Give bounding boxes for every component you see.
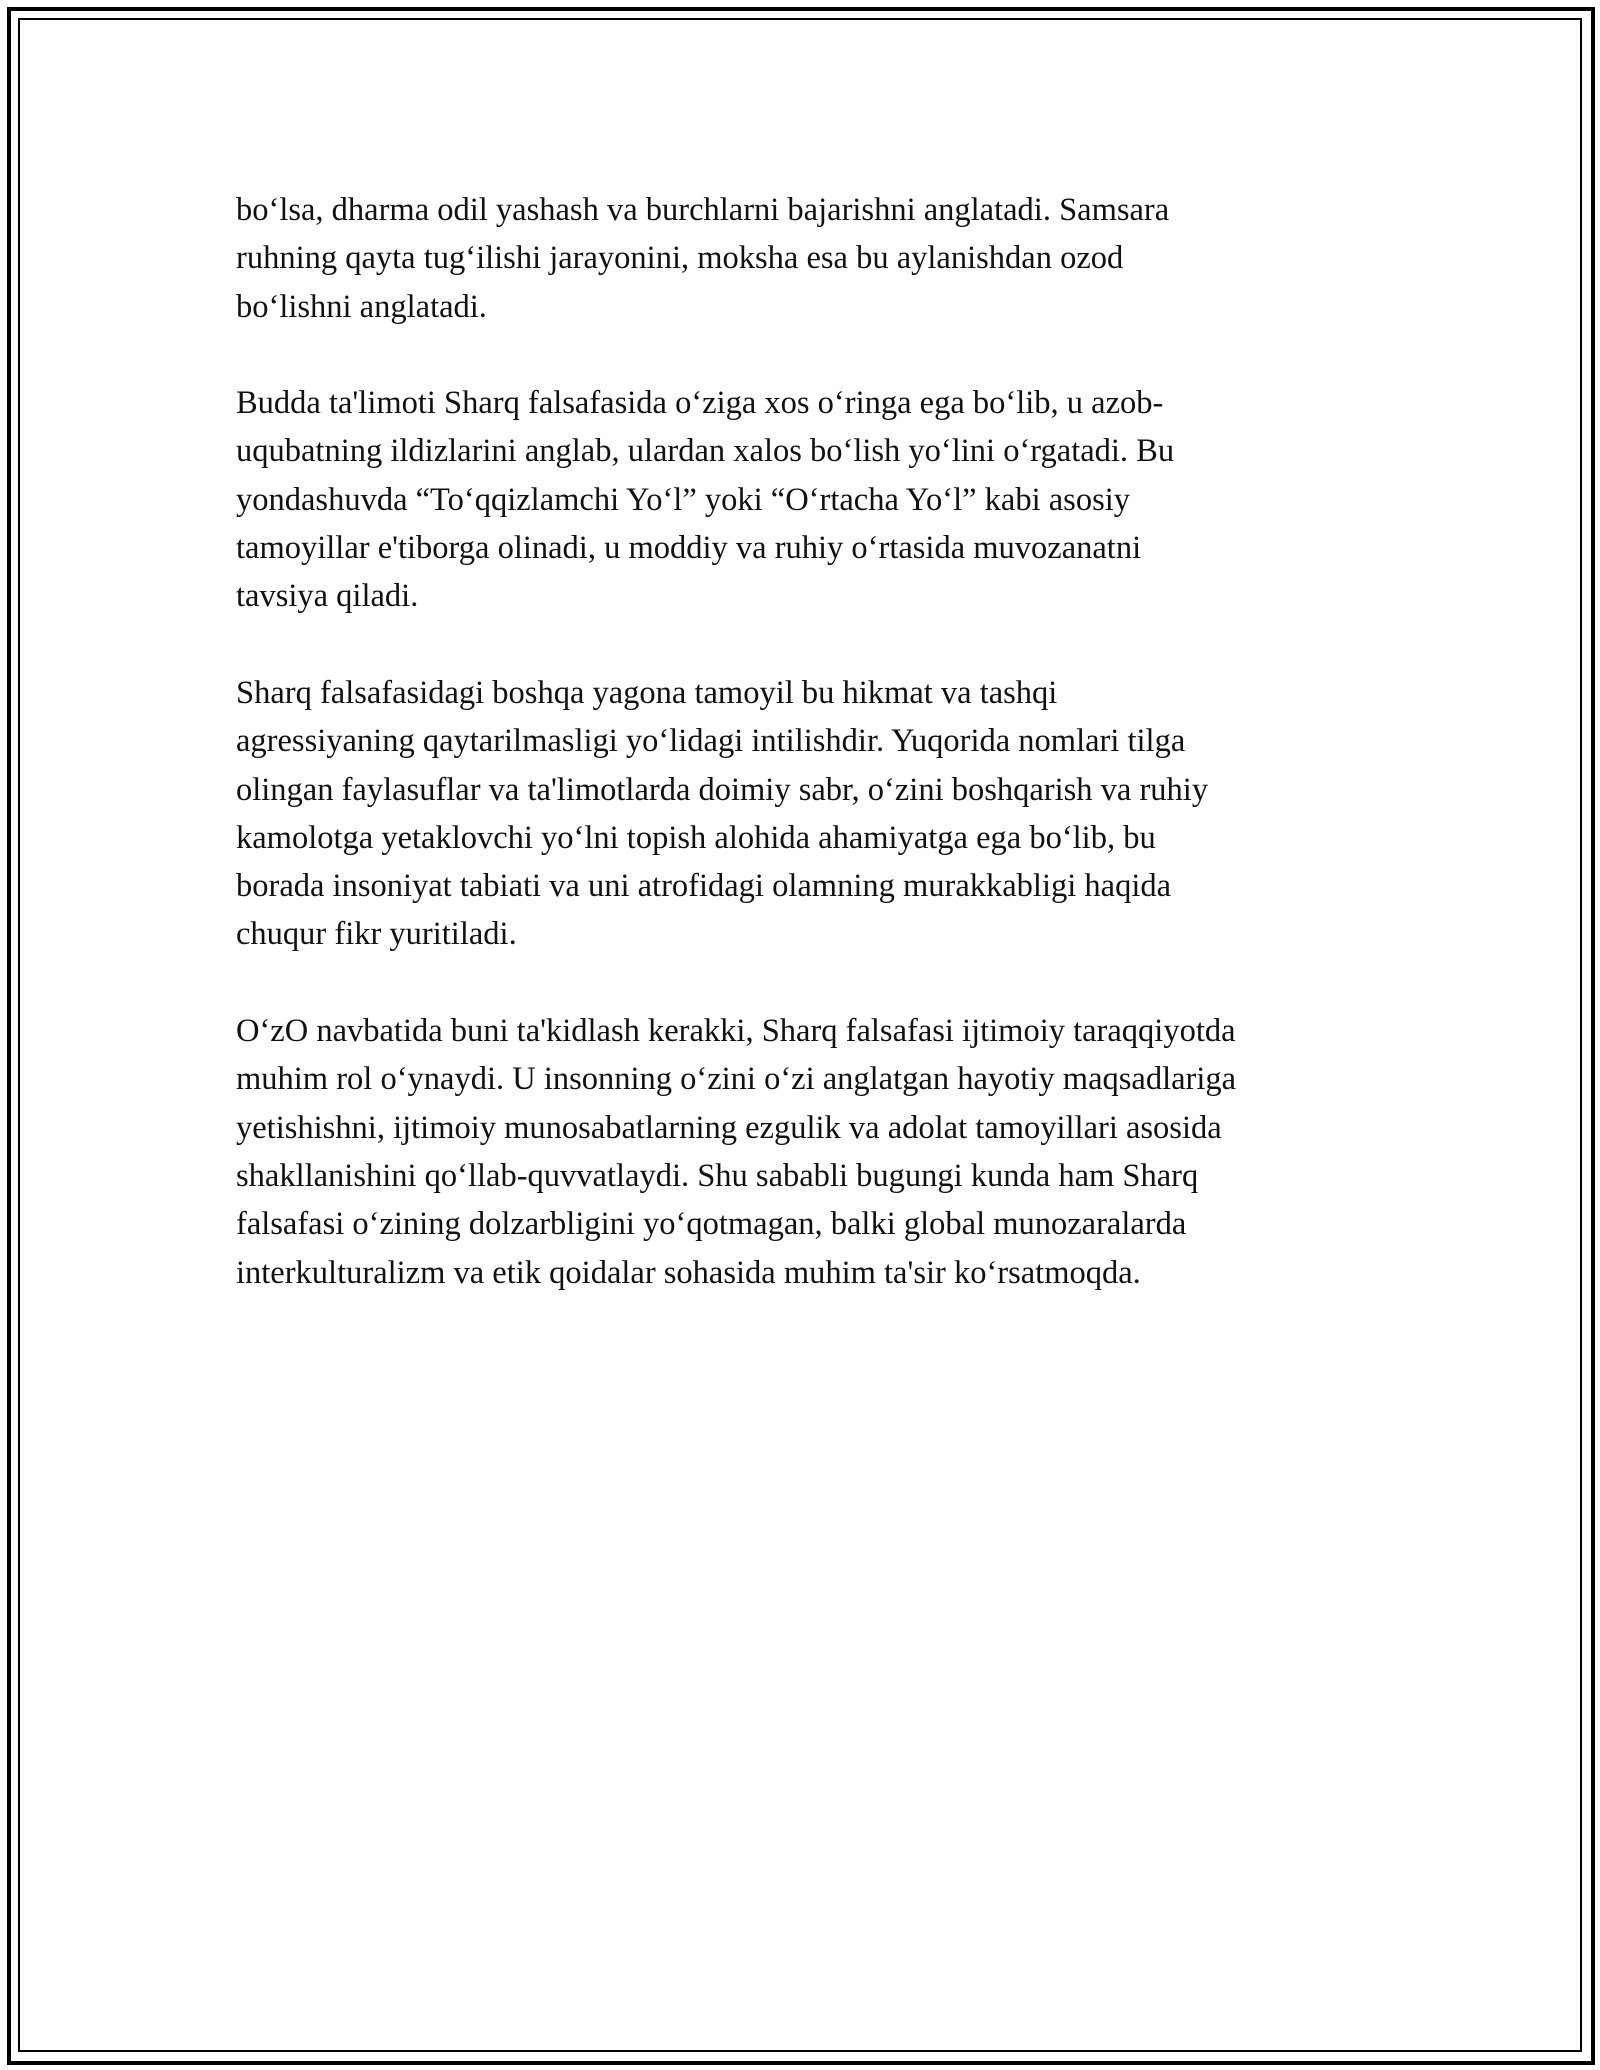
- text-line: bo‘lishni anglatadi.: [236, 288, 487, 325]
- paragraph-1: [236, 186, 1376, 331]
- text-line: tavsiya qiladi.: [236, 578, 419, 615]
- text-line: ruhning qayta tug‘ilishi jarayonini, moksha esa bu aylanishdan ozod: [236, 240, 1124, 277]
- text-line: interkulturalizm va etik qoidalar sohasida muhim ta'sir ko‘rsatmoqda.: [236, 1254, 1141, 1291]
- paragraph-4: [236, 1007, 1376, 1297]
- text-line: Sharq falsafasidagi boshqa yagona tamoyil bu hikmat va tashqi: [236, 674, 1058, 711]
- text-line: O‘zO navbatida buni ta'kidlash kerakki, Sharq falsafasi ijtimoiy taraqqiyotda: [236, 1013, 1236, 1050]
- text-line: falsafasi o‘zining dolzarbligini yo‘qotmagan, balki global munozaralarda: [236, 1206, 1187, 1243]
- paragraph-2: [236, 379, 1376, 620]
- text-line: olingan faylasuflar va ta'limotlarda doimiy sabr, o‘zini boshqarish va ruhiy: [236, 771, 1209, 808]
- text-line: chuqur fikr yuritiladi.: [236, 916, 517, 953]
- text-line: yetishishni, ijtimoiy munosabatlarning ezgulik va adolat tamoyillari asosida: [236, 1109, 1222, 1146]
- text-line: kamolotga yetaklovchi yo‘lni topish alohida ahamiyatga ega bo‘lib, bu: [236, 819, 1156, 856]
- text-line: borada insoniyat tabiati va uni atrofidagi olamning murakkabligi haqida: [236, 868, 1172, 905]
- text-line: muhim rol o‘ynaydi. U insonning o‘zini o‘zi anglatgan hayotiy maqsadlariga: [236, 1061, 1237, 1098]
- text-line: shakllanishini qo‘llab-quvvatlaydi. Shu sababli bugungi kunda ham Sharq: [236, 1157, 1199, 1194]
- document-body: [236, 186, 1376, 1345]
- text-line: Budda ta'limoti Sharq falsafasida o‘ziga xos o‘ringa ega bo‘lib, u azob-: [236, 385, 1164, 422]
- text-line: yondashuvda “To‘qqizlamchi Yo‘l” yoki “O‘rtacha Yo‘l” kabi asosiy: [236, 481, 1131, 518]
- text-line: tamoyillar e'tiborga olinadi, u moddiy va ruhiy o‘rtasida muvozanatni: [236, 530, 1142, 567]
- paragraph-3: [236, 669, 1376, 959]
- text-line: uqubatning ildizlarini anglab, ulardan xalos bo‘lish yo‘lini o‘rgatadi. Bu: [236, 433, 1175, 470]
- text-line: bo‘lsa, dharma odil yashash va burchlarni bajarishni anglatadi. Samsara: [236, 192, 1170, 228]
- text-line: agressiyaning qaytarilmasligi yo‘lidagi intilishdir. Yuqorida nomlari tilga: [236, 723, 1186, 760]
